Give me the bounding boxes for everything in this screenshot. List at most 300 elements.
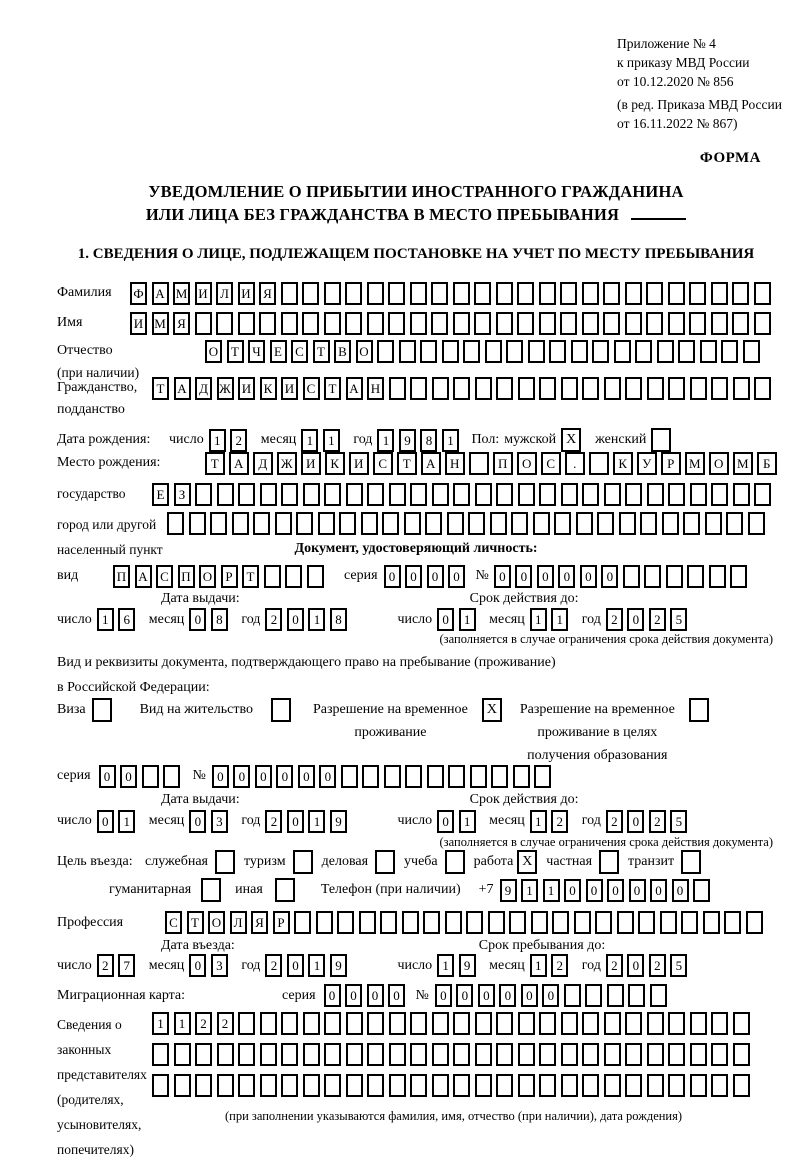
cell[interactable]: 2 — [551, 954, 568, 977]
cell[interactable] — [517, 312, 534, 335]
cell[interactable]: 0 — [324, 984, 341, 1007]
cell[interactable]: П — [493, 452, 513, 475]
cell[interactable]: Т — [187, 911, 204, 934]
cell[interactable]: 0 — [189, 954, 206, 977]
cell[interactable]: 0 — [499, 984, 516, 1007]
legal-reps-cells-1[interactable] — [152, 1012, 754, 1035]
cell[interactable] — [668, 1074, 685, 1097]
cell[interactable] — [509, 911, 526, 934]
cell[interactable]: 2 — [217, 1012, 234, 1035]
cell[interactable]: А — [135, 565, 152, 588]
cell[interactable] — [539, 282, 556, 305]
cell[interactable]: 0 — [384, 565, 401, 588]
cell[interactable] — [681, 850, 701, 874]
cell[interactable] — [511, 512, 528, 535]
cell[interactable]: 0 — [120, 765, 137, 788]
cell[interactable] — [743, 340, 760, 363]
cell[interactable] — [281, 282, 298, 305]
cell[interactable] — [574, 911, 591, 934]
cell[interactable] — [307, 565, 324, 588]
cell[interactable] — [646, 312, 663, 335]
cell[interactable] — [668, 483, 685, 506]
cell[interactable] — [638, 911, 655, 934]
entry-month-cells[interactable] — [189, 954, 232, 977]
cell[interactable] — [496, 1043, 513, 1066]
cell[interactable] — [705, 512, 722, 535]
cell[interactable] — [496, 312, 513, 335]
cell[interactable] — [614, 340, 631, 363]
cell[interactable]: 8 — [330, 608, 347, 631]
cell[interactable] — [296, 512, 313, 535]
cell[interactable] — [388, 282, 405, 305]
cell[interactable] — [410, 312, 427, 335]
cell[interactable]: 1 — [308, 954, 325, 977]
cell[interactable] — [625, 1074, 642, 1097]
cell[interactable] — [285, 565, 302, 588]
cell[interactable]: 1 — [152, 1012, 169, 1035]
cell[interactable] — [410, 1012, 427, 1035]
cell[interactable] — [303, 1043, 320, 1066]
temp-residence-edu-checkbox[interactable] — [689, 698, 709, 722]
cell[interactable] — [592, 340, 609, 363]
cell[interactable]: 0 — [627, 608, 644, 631]
cell[interactable] — [640, 512, 657, 535]
purpose-private-checkbox[interactable] — [599, 850, 619, 874]
cell[interactable] — [294, 911, 311, 934]
cell[interactable] — [425, 512, 442, 535]
cell[interactable] — [582, 312, 599, 335]
cell[interactable]: И — [130, 312, 147, 335]
residence-permit-checkbox[interactable] — [271, 698, 291, 722]
cell[interactable] — [195, 1074, 212, 1097]
legal-reps-cells-3[interactable] — [152, 1074, 754, 1097]
birth-place-cells-3[interactable] — [167, 512, 769, 535]
cell[interactable]: О — [208, 911, 225, 934]
cell[interactable] — [232, 512, 249, 535]
cell[interactable] — [453, 312, 470, 335]
identity-expiry-month-cells[interactable] — [530, 608, 573, 631]
cell[interactable] — [271, 698, 291, 722]
cell[interactable]: Н — [445, 452, 465, 475]
cell[interactable]: 0 — [287, 810, 304, 833]
cell[interactable] — [711, 1012, 728, 1035]
cell[interactable] — [733, 1012, 750, 1035]
identity-doc-number-cells[interactable] — [494, 565, 752, 588]
cell[interactable] — [668, 1043, 685, 1066]
cell[interactable] — [453, 1074, 470, 1097]
cell[interactable] — [668, 282, 685, 305]
cell[interactable] — [238, 1043, 255, 1066]
cell[interactable]: Ж — [217, 377, 234, 400]
cell[interactable] — [259, 312, 276, 335]
cell[interactable] — [167, 512, 184, 535]
cell[interactable] — [389, 1074, 406, 1097]
cell[interactable] — [623, 565, 640, 588]
cell[interactable] — [603, 282, 620, 305]
purpose-business-checkbox[interactable] — [375, 850, 395, 874]
cell[interactable]: 1 — [118, 810, 135, 833]
cell[interactable]: 0 — [448, 565, 465, 588]
cell[interactable] — [647, 1074, 664, 1097]
cell[interactable] — [201, 878, 221, 902]
cell[interactable] — [475, 1043, 492, 1066]
cell[interactable] — [518, 377, 535, 400]
cell[interactable] — [625, 377, 642, 400]
phone-cells[interactable] — [500, 879, 715, 902]
sex-female-checkbox[interactable] — [651, 428, 671, 452]
cell[interactable]: 1 — [459, 608, 476, 631]
cell[interactable]: А — [174, 377, 191, 400]
cell[interactable]: 0 — [650, 879, 667, 902]
cell[interactable] — [604, 1012, 621, 1035]
cell[interactable] — [554, 512, 571, 535]
cell[interactable]: 1 — [530, 608, 547, 631]
cell[interactable]: 5 — [670, 608, 687, 631]
cell[interactable] — [427, 765, 444, 788]
cell[interactable]: 1 — [521, 879, 538, 902]
cell[interactable] — [625, 1012, 642, 1035]
cell[interactable]: 9 — [330, 954, 347, 977]
birth-place-cells-2[interactable] — [152, 483, 776, 506]
cell[interactable]: 0 — [586, 879, 603, 902]
cell[interactable]: 0 — [437, 810, 454, 833]
cell[interactable] — [324, 483, 341, 506]
cell[interactable]: М — [685, 452, 705, 475]
cell[interactable] — [625, 312, 642, 335]
cell[interactable] — [410, 1074, 427, 1097]
cell[interactable]: 1 — [530, 954, 547, 977]
cell[interactable] — [709, 565, 726, 588]
cell[interactable] — [730, 565, 747, 588]
cell[interactable] — [303, 1074, 320, 1097]
cell[interactable] — [281, 312, 298, 335]
cell[interactable] — [647, 483, 664, 506]
cell[interactable] — [281, 483, 298, 506]
cell[interactable] — [260, 1074, 277, 1097]
cell[interactable] — [681, 911, 698, 934]
cell[interactable] — [468, 512, 485, 535]
cell[interactable]: 0 — [97, 810, 114, 833]
cell[interactable] — [253, 512, 270, 535]
cell[interactable] — [589, 452, 609, 475]
cell[interactable]: 0 — [189, 608, 206, 631]
cell[interactable]: 0 — [319, 765, 336, 788]
cell[interactable]: Я — [251, 911, 268, 934]
cell[interactable]: 2 — [230, 429, 247, 452]
cell[interactable] — [238, 1012, 255, 1035]
cell[interactable]: 5 — [670, 810, 687, 833]
cell[interactable] — [405, 765, 422, 788]
identity-issue-day-cells[interactable] — [97, 608, 140, 631]
cell[interactable]: Н — [367, 377, 384, 400]
cell[interactable]: . — [565, 452, 585, 475]
cell[interactable]: Е — [270, 340, 287, 363]
cell[interactable]: X — [482, 698, 502, 722]
cell[interactable]: 0 — [345, 984, 362, 1007]
cell[interactable] — [453, 282, 470, 305]
cell[interactable] — [732, 312, 749, 335]
cell[interactable] — [195, 1043, 212, 1066]
cell[interactable] — [470, 765, 487, 788]
cell[interactable]: Б — [757, 452, 777, 475]
cell[interactable] — [604, 1043, 621, 1066]
cell[interactable] — [92, 698, 112, 722]
cell[interactable]: 2 — [551, 810, 568, 833]
cell[interactable]: 0 — [367, 984, 384, 1007]
cell[interactable] — [625, 282, 642, 305]
cell[interactable]: П — [178, 565, 195, 588]
cell[interactable] — [660, 911, 677, 934]
cell[interactable] — [711, 282, 728, 305]
cell[interactable]: 0 — [298, 765, 315, 788]
cell[interactable]: 0 — [558, 565, 575, 588]
cell[interactable]: 0 — [629, 879, 646, 902]
identity-issue-year-cells[interactable] — [265, 608, 351, 631]
cell[interactable]: К — [260, 377, 277, 400]
cell[interactable] — [539, 1012, 556, 1035]
cell[interactable] — [389, 377, 406, 400]
cell[interactable]: З — [174, 483, 191, 506]
cell[interactable] — [361, 512, 378, 535]
cell[interactable]: 5 — [670, 954, 687, 977]
cell[interactable] — [647, 377, 664, 400]
cell[interactable]: 2 — [606, 954, 623, 977]
cell[interactable] — [466, 911, 483, 934]
birth-year-cells[interactable] — [377, 429, 463, 452]
cell[interactable] — [496, 483, 513, 506]
cell[interactable] — [324, 1012, 341, 1035]
cell[interactable] — [410, 483, 427, 506]
cell[interactable] — [528, 340, 545, 363]
cell[interactable] — [650, 984, 667, 1007]
cell[interactable]: 0 — [189, 810, 206, 833]
cell[interactable] — [410, 1043, 427, 1066]
cell[interactable]: Ч — [248, 340, 265, 363]
cell[interactable]: Л — [230, 911, 247, 934]
cell[interactable] — [599, 850, 619, 874]
cell[interactable] — [217, 483, 234, 506]
cell[interactable] — [561, 1074, 578, 1097]
cell[interactable] — [560, 312, 577, 335]
purpose-study-checkbox[interactable] — [445, 850, 465, 874]
cell[interactable] — [690, 1074, 707, 1097]
birth-place-cells-1[interactable] — [205, 452, 781, 475]
stay-month-cells[interactable] — [530, 954, 573, 977]
cell[interactable] — [293, 850, 313, 874]
cell[interactable] — [533, 512, 550, 535]
cell[interactable] — [389, 1043, 406, 1066]
cell[interactable] — [275, 878, 295, 902]
cell[interactable] — [711, 1074, 728, 1097]
cell[interactable] — [585, 984, 602, 1007]
cell[interactable]: С — [541, 452, 561, 475]
entry-year-cells[interactable] — [265, 954, 351, 977]
cell[interactable]: И — [349, 452, 369, 475]
migration-series-cells[interactable] — [324, 984, 410, 1007]
cell[interactable] — [690, 1043, 707, 1066]
cell[interactable] — [733, 377, 750, 400]
cell[interactable]: 2 — [265, 954, 282, 977]
cell[interactable] — [651, 428, 671, 452]
cell[interactable]: И — [238, 377, 255, 400]
cell[interactable] — [447, 512, 464, 535]
cell[interactable] — [746, 911, 763, 934]
cell[interactable] — [703, 911, 720, 934]
residence-expiry-year-cells[interactable] — [606, 810, 692, 833]
cell[interactable]: 1 — [301, 429, 318, 452]
cell[interactable] — [217, 1074, 234, 1097]
cell[interactable] — [384, 765, 401, 788]
cell[interactable]: О — [517, 452, 537, 475]
cell[interactable] — [324, 1043, 341, 1066]
cell[interactable] — [346, 1043, 363, 1066]
cell[interactable] — [367, 483, 384, 506]
cell[interactable] — [534, 765, 551, 788]
cell[interactable]: Р — [661, 452, 681, 475]
cell[interactable]: Ф — [130, 282, 147, 305]
cell[interactable] — [700, 340, 717, 363]
cell[interactable] — [163, 765, 180, 788]
cell[interactable] — [377, 340, 394, 363]
cell[interactable] — [448, 765, 465, 788]
cell[interactable] — [689, 312, 706, 335]
cell[interactable] — [517, 282, 534, 305]
cell[interactable] — [539, 483, 556, 506]
cell[interactable] — [582, 1074, 599, 1097]
cell[interactable]: Т — [227, 340, 244, 363]
cell[interactable] — [469, 452, 489, 475]
cell[interactable]: М — [152, 312, 169, 335]
cell[interactable] — [281, 1043, 298, 1066]
cell[interactable] — [518, 483, 535, 506]
cell[interactable] — [683, 512, 700, 535]
cell[interactable] — [174, 1043, 191, 1066]
cell[interactable]: 3 — [211, 954, 228, 977]
cell[interactable] — [485, 340, 502, 363]
cell[interactable]: У — [637, 452, 657, 475]
cell[interactable] — [513, 765, 530, 788]
cell[interactable] — [625, 1043, 642, 1066]
cell[interactable]: 1 — [174, 1012, 191, 1035]
cell[interactable] — [754, 377, 771, 400]
cell[interactable] — [518, 1043, 535, 1066]
cell[interactable] — [432, 483, 449, 506]
cell[interactable]: С — [165, 911, 182, 934]
cell[interactable]: 0 — [542, 984, 559, 1007]
temp-residence-checkbox[interactable] — [482, 698, 502, 722]
cell[interactable]: 0 — [405, 565, 422, 588]
cell[interactable]: И — [238, 282, 255, 305]
birth-month-cells[interactable] — [301, 429, 344, 452]
cell[interactable]: 0 — [212, 765, 229, 788]
cell[interactable]: 0 — [388, 984, 405, 1007]
cell[interactable] — [302, 282, 319, 305]
cell[interactable]: 2 — [195, 1012, 212, 1035]
cell[interactable] — [711, 312, 728, 335]
cell[interactable]: С — [373, 452, 393, 475]
cell[interactable] — [693, 879, 710, 902]
cell[interactable] — [339, 512, 356, 535]
cell[interactable]: 2 — [606, 810, 623, 833]
cell[interactable] — [490, 512, 507, 535]
cell[interactable] — [346, 1074, 363, 1097]
cell[interactable] — [732, 282, 749, 305]
cell[interactable] — [399, 340, 416, 363]
cell[interactable] — [345, 312, 362, 335]
residence-expiry-month-cells[interactable] — [530, 810, 573, 833]
cell[interactable]: X — [517, 850, 537, 874]
cell[interactable] — [582, 483, 599, 506]
cell[interactable]: 2 — [606, 608, 623, 631]
cell[interactable] — [445, 911, 462, 934]
cell[interactable] — [539, 377, 556, 400]
cell[interactable] — [754, 483, 771, 506]
cell[interactable]: 0 — [521, 984, 538, 1007]
cell[interactable] — [324, 282, 341, 305]
cell[interactable]: И — [195, 282, 212, 305]
cell[interactable] — [410, 282, 427, 305]
cell[interactable] — [152, 1074, 169, 1097]
cell[interactable] — [475, 377, 492, 400]
cell[interactable] — [195, 312, 212, 335]
cell[interactable] — [690, 483, 707, 506]
cell[interactable] — [275, 512, 292, 535]
cell[interactable]: М — [733, 452, 753, 475]
profession-cells[interactable] — [165, 911, 767, 934]
cell[interactable]: 1 — [442, 429, 459, 452]
cell[interactable] — [647, 1043, 664, 1066]
cell[interactable]: 0 — [627, 810, 644, 833]
cell[interactable] — [561, 377, 578, 400]
cell[interactable]: 2 — [649, 954, 666, 977]
purpose-tourism-checkbox[interactable] — [293, 850, 313, 874]
cell[interactable] — [318, 512, 335, 535]
cell[interactable] — [475, 1074, 492, 1097]
cell[interactable]: Т — [324, 377, 341, 400]
cell[interactable] — [488, 911, 505, 934]
cell[interactable] — [552, 911, 569, 934]
cell[interactable] — [402, 911, 419, 934]
cell[interactable] — [617, 911, 634, 934]
cell[interactable]: И — [281, 377, 298, 400]
cell[interactable] — [539, 312, 556, 335]
cell[interactable] — [635, 340, 652, 363]
legal-reps-cells-2[interactable] — [152, 1043, 754, 1066]
cell[interactable] — [302, 312, 319, 335]
cell[interactable]: А — [229, 452, 249, 475]
entry-day-cells[interactable] — [97, 954, 140, 977]
cell[interactable] — [726, 512, 743, 535]
cell[interactable] — [518, 1074, 535, 1097]
cell[interactable] — [432, 377, 449, 400]
cell[interactable] — [582, 282, 599, 305]
cell[interactable] — [195, 483, 212, 506]
cell[interactable] — [595, 911, 612, 934]
cell[interactable]: 0 — [456, 984, 473, 1007]
cell[interactable] — [474, 312, 491, 335]
cell[interactable] — [216, 312, 233, 335]
cell[interactable] — [582, 377, 599, 400]
cell[interactable] — [754, 282, 771, 305]
cell[interactable] — [582, 1043, 599, 1066]
cell[interactable]: Е — [152, 483, 169, 506]
cell[interactable] — [625, 483, 642, 506]
cell[interactable]: 0 — [233, 765, 250, 788]
cell[interactable]: 6 — [118, 608, 135, 631]
cell[interactable]: 1 — [323, 429, 340, 452]
cell[interactable]: Р — [221, 565, 238, 588]
cell[interactable]: 0 — [515, 565, 532, 588]
